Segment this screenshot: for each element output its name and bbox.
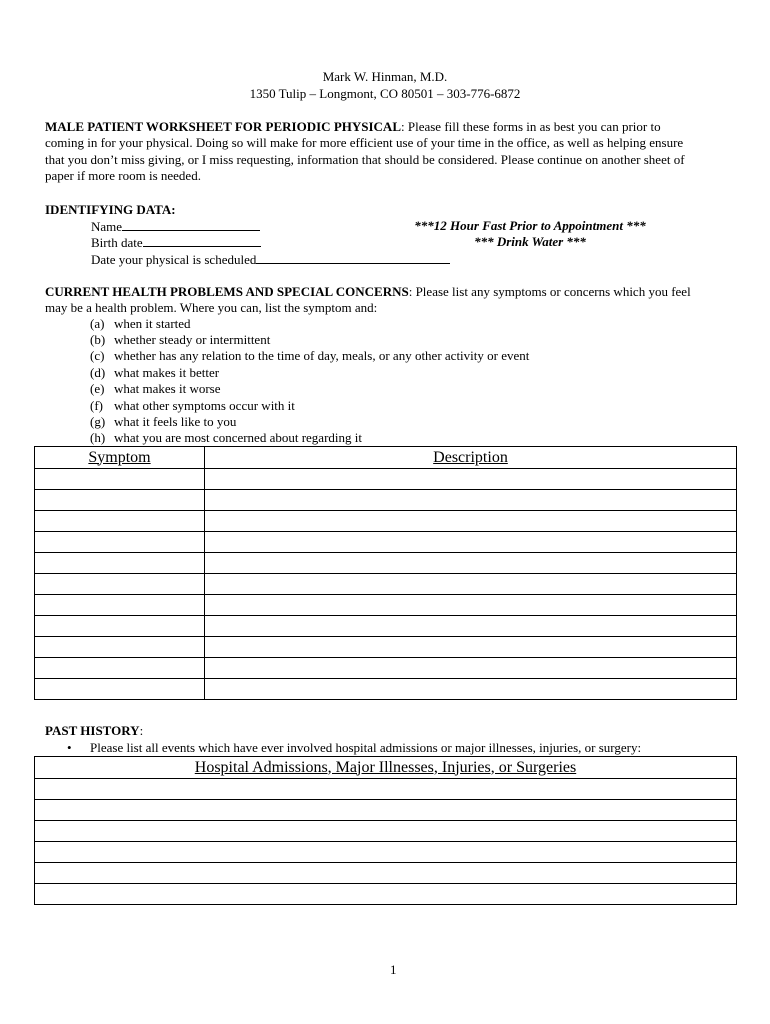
history-cell[interactable] bbox=[35, 884, 737, 905]
intro-line-1: : Please fill these forms in as best you can prior to bbox=[401, 119, 661, 134]
description-cell[interactable] bbox=[205, 511, 737, 532]
table-row bbox=[35, 863, 737, 884]
concerns-line-1: : Please list any symptoms or concerns which you feel bbox=[408, 284, 691, 299]
concerns-heading: CURRENT HEALTH PROBLEMS AND SPECIAL CONCERNS bbox=[45, 284, 409, 299]
birth-date-field[interactable] bbox=[91, 234, 261, 251]
symptom-cell[interactable] bbox=[35, 511, 205, 532]
description-cell[interactable] bbox=[205, 490, 737, 511]
history-cell[interactable] bbox=[35, 779, 737, 800]
hospital-table-header bbox=[35, 757, 737, 779]
name-label: Name bbox=[91, 219, 123, 234]
table-row bbox=[35, 884, 737, 905]
table-row bbox=[35, 842, 737, 863]
hospital-admissions-table bbox=[34, 756, 737, 905]
intro-line-2: coming in for your physical. Doing so will make for more efficient use of your time in the office, as well as helping ensure bbox=[45, 135, 684, 151]
list-item: (g) what it feels like to you bbox=[90, 414, 237, 429]
symptom-cell[interactable] bbox=[35, 595, 205, 616]
concerns-line-2: may be a health problem. Where you can, list the symptom and: bbox=[45, 300, 378, 316]
table-row bbox=[35, 658, 737, 679]
symptom-cell[interactable] bbox=[35, 490, 205, 511]
description-cell[interactable] bbox=[205, 595, 737, 616]
description-cell[interactable] bbox=[205, 616, 737, 637]
description-cell[interactable] bbox=[205, 658, 737, 679]
bullet-icon: • bbox=[67, 740, 72, 755]
table-row bbox=[35, 800, 737, 821]
list-item: (a) when it started bbox=[90, 316, 191, 331]
history-cell[interactable] bbox=[35, 821, 737, 842]
list-item: (d) what makes it better bbox=[90, 365, 220, 380]
birth-date-line[interactable] bbox=[143, 234, 261, 247]
list-item: (h) what you are most concerned about regarding it bbox=[90, 430, 362, 445]
identifying-heading: IDENTIFYING DATA: bbox=[45, 202, 176, 217]
description-cell[interactable] bbox=[205, 679, 737, 700]
hospital-column-header: Hospital Admissions, Major Illnesses, Injuries, or Surgeries bbox=[35, 757, 737, 779]
past-history-instruction: Please list all events which have ever involved hospital admissions or major illnesses, injuries, or surgery: bbox=[90, 740, 642, 755]
history-cell[interactable] bbox=[35, 800, 737, 821]
symptom-cell[interactable] bbox=[35, 469, 205, 490]
name-line[interactable] bbox=[122, 218, 260, 231]
page-number: 1 bbox=[390, 962, 397, 977]
description-cell[interactable] bbox=[205, 574, 737, 595]
symptom-cell[interactable] bbox=[35, 574, 205, 595]
symptom-table-header bbox=[35, 447, 737, 469]
history-cell[interactable] bbox=[35, 863, 737, 884]
description-cell[interactable] bbox=[205, 637, 737, 658]
symptom-cell[interactable] bbox=[35, 616, 205, 637]
intro-line-4: paper if more room is needed. bbox=[45, 167, 201, 183]
water-note: *** Drink Water *** bbox=[474, 234, 586, 249]
fast-note: ***12 Hour Fast Prior to Appointment *** bbox=[414, 218, 646, 233]
table-row bbox=[35, 574, 737, 595]
symptom-column-header: Symptom bbox=[35, 447, 205, 469]
symptom-cell[interactable] bbox=[35, 658, 205, 679]
table-row bbox=[35, 532, 737, 553]
symptom-cell[interactable] bbox=[35, 637, 205, 658]
description-cell[interactable] bbox=[205, 553, 737, 574]
table-row bbox=[35, 616, 737, 637]
table-row bbox=[35, 490, 737, 511]
description-cell[interactable] bbox=[205, 532, 737, 553]
symptom-table bbox=[34, 446, 737, 700]
birth-date-label: Birth date bbox=[91, 235, 143, 250]
past-history-heading: PAST HISTORY: bbox=[45, 723, 144, 738]
table-row bbox=[35, 469, 737, 490]
history-cell[interactable] bbox=[35, 842, 737, 863]
table-row bbox=[35, 779, 737, 800]
table-row bbox=[35, 595, 737, 616]
doctor-name: Mark W. Hinman, M.D. bbox=[322, 69, 448, 84]
scheduled-date-label: Date your physical is scheduled bbox=[91, 252, 257, 267]
symptom-cell[interactable] bbox=[35, 679, 205, 700]
doctor-address: 1350 Tulip – Longmont, CO 80501 – 303-776-6872 bbox=[249, 86, 521, 101]
symptom-cell[interactable] bbox=[35, 553, 205, 574]
scheduled-date-line[interactable] bbox=[256, 251, 450, 264]
list-item: (c) whether has any relation to the time of day, meals, or any other activity or event bbox=[90, 348, 530, 363]
description-cell[interactable] bbox=[205, 469, 737, 490]
table-row bbox=[35, 511, 737, 532]
table-row bbox=[35, 553, 737, 574]
table-row bbox=[35, 821, 737, 842]
list-item: (f) what other symptoms occur with it bbox=[90, 398, 295, 413]
intro-line-3: that you don’t miss giving, or I miss requesting, information that should be considered. Please continue on another sheet of bbox=[45, 151, 685, 167]
symptom-cell[interactable] bbox=[35, 532, 205, 553]
table-row bbox=[35, 679, 737, 700]
scheduled-date-field[interactable] bbox=[91, 251, 450, 268]
description-column-header: Description bbox=[205, 447, 737, 469]
name-field[interactable] bbox=[91, 218, 260, 235]
worksheet-title: MALE PATIENT WORKSHEET FOR PERIODIC PHYSICAL bbox=[45, 119, 401, 134]
list-item: (b) whether steady or intermittent bbox=[90, 332, 271, 347]
list-item: (e) what makes it worse bbox=[90, 381, 221, 396]
table-row bbox=[35, 637, 737, 658]
intro-paragraph bbox=[45, 119, 745, 184]
concerns-paragraph bbox=[45, 284, 745, 317]
